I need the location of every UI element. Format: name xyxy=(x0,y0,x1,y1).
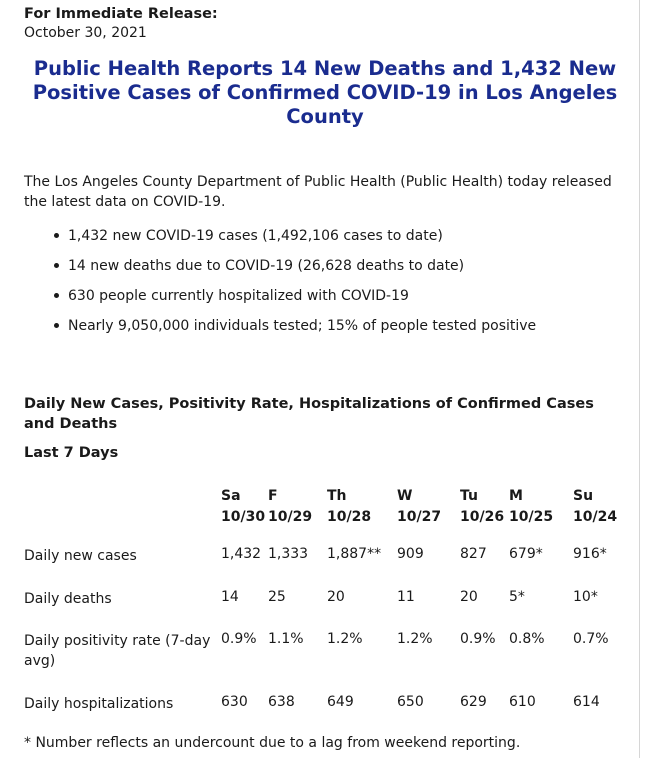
column-day: F xyxy=(268,488,278,504)
column-date: 10/27 xyxy=(397,509,442,525)
table-cell: 630 xyxy=(221,694,248,710)
table-cell: 827 xyxy=(460,546,487,562)
table-cell: 1.2% xyxy=(327,631,363,647)
table-cell: 1.1% xyxy=(268,631,304,647)
table-cell: 650 xyxy=(397,694,424,710)
table-cell: 614 xyxy=(573,694,600,710)
table-cell: 20 xyxy=(327,589,345,605)
table-cell: 0.9% xyxy=(460,631,496,647)
column-day: M xyxy=(509,488,523,504)
table-cell: 916* xyxy=(573,546,607,562)
table-cell: 1,432 xyxy=(221,546,262,562)
table-cell: 638 xyxy=(268,694,295,710)
list-item: 630 people currently hospitalized with COVID-19 xyxy=(60,286,536,316)
table-cell: 1,887** xyxy=(327,546,382,562)
row-label: Daily deaths xyxy=(24,591,112,607)
column-header xyxy=(460,486,504,528)
column-header xyxy=(327,486,371,528)
release-date: October 30, 2021 xyxy=(24,25,147,41)
column-day: W xyxy=(397,488,413,504)
column-date: 10/26 xyxy=(460,509,505,525)
key-stats-list xyxy=(60,226,536,346)
column-header xyxy=(573,486,617,528)
column-date: 10/29 xyxy=(268,509,313,525)
column-day: Su xyxy=(573,488,594,504)
row-label: Daily new cases xyxy=(24,548,137,564)
column-day: Th xyxy=(327,488,347,504)
column-day: Sa xyxy=(221,488,241,504)
table-cell: 610 xyxy=(509,694,536,710)
column-header xyxy=(221,486,265,528)
table-cell: 649 xyxy=(327,694,354,710)
table-subtitle: Last 7 Days xyxy=(24,445,119,461)
table-cell: 0.9% xyxy=(221,631,257,647)
column-date: 10/30 xyxy=(221,509,266,525)
release-label: For Immediate Release: xyxy=(24,6,218,22)
table-cell: 11 xyxy=(397,589,415,605)
table-cell: 5* xyxy=(509,589,525,605)
table-cell: 25 xyxy=(268,589,286,605)
column-header xyxy=(509,486,553,528)
table-cell: 909 xyxy=(397,546,424,562)
footnote: * Number reflects an undercount due to a lag from weekend reporting. xyxy=(24,735,521,751)
column-date: 10/25 xyxy=(509,509,554,525)
intro-paragraph: The Los Angeles County Department of Public Health (Public Health) today released the latest data on COVID-19. xyxy=(24,174,612,210)
row-label: Daily positivity rate (7-day avg) xyxy=(24,633,211,669)
list-item: Nearly 9,050,000 individuals tested; 15% of people tested positive xyxy=(60,316,536,346)
column-header xyxy=(397,486,441,528)
row-label: Daily hospitalizations xyxy=(24,696,174,712)
table-cell: 0.7% xyxy=(573,631,609,647)
table-cell: 679* xyxy=(509,546,543,562)
column-day: Tu xyxy=(460,488,478,504)
column-date: 10/28 xyxy=(327,509,372,525)
table-cell: 10* xyxy=(573,589,598,605)
column-header xyxy=(268,486,312,528)
table-cell: 14 xyxy=(221,589,239,605)
table-title: Daily New Cases, Positivity Rate, Hospitalizations of Confirmed Cases and Deaths xyxy=(24,396,594,432)
table-cell: 1,333 xyxy=(268,546,309,562)
list-item: 14 new deaths due to COVID-19 (26,628 deaths to date) xyxy=(60,256,536,286)
column-date: 10/24 xyxy=(573,509,618,525)
table-cell: 0.8% xyxy=(509,631,545,647)
table-cell: 629 xyxy=(460,694,487,710)
list-item: 1,432 new COVID-19 cases (1,492,106 cases to date) xyxy=(60,226,536,256)
press-release-headline: Public Health Reports 14 New Deaths and 1,432 New Positive Cases of Confirmed COVID-19 in Los Angeles County xyxy=(32,57,618,128)
table-cell: 20 xyxy=(460,589,478,605)
table-cell: 1.2% xyxy=(397,631,433,647)
